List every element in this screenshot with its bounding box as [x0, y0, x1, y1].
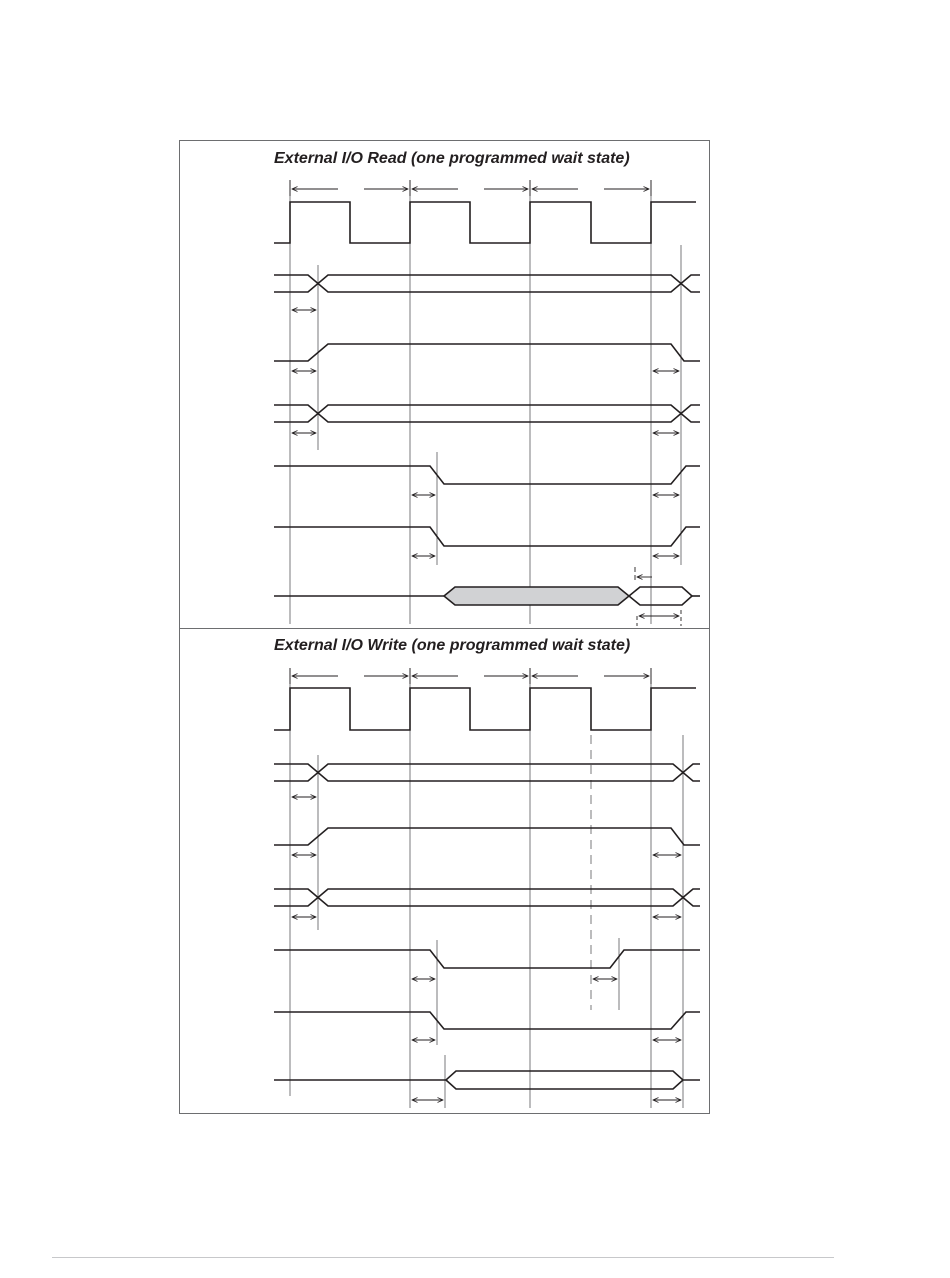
read-data-setup-hold-arrows [635, 567, 681, 626]
read-data-hold-window [629, 587, 692, 605]
read-guide-lines [290, 180, 681, 624]
read-cs-waveform [274, 527, 700, 546]
read-strobe-waveform [274, 344, 700, 361]
read-data-valid-window [444, 587, 629, 605]
write-strobe-waveform [274, 828, 700, 845]
read-bus-waveform [274, 405, 700, 422]
read-clock-waveform [274, 202, 696, 243]
read-rd-waveform [274, 466, 700, 484]
write-data-waveform [274, 1071, 700, 1089]
read-panel-title: External I/O Read (one programmed wait state) [274, 150, 630, 167]
write-bus-waveform [274, 889, 700, 906]
write-clock-period-arrows [290, 668, 651, 684]
read-panel [274, 180, 700, 626]
write-address-bus [274, 764, 700, 781]
write-guide-lines [290, 668, 683, 1108]
write-panel-title: External I/O Write (one programmed wait state) [274, 637, 631, 654]
write-panel [274, 668, 700, 1108]
read-address-bus [274, 275, 700, 292]
write-cs-waveform [274, 1012, 700, 1029]
write-clock-waveform [274, 688, 696, 730]
read-clock-period-arrows [290, 180, 651, 196]
write-wr-waveform [274, 950, 700, 968]
